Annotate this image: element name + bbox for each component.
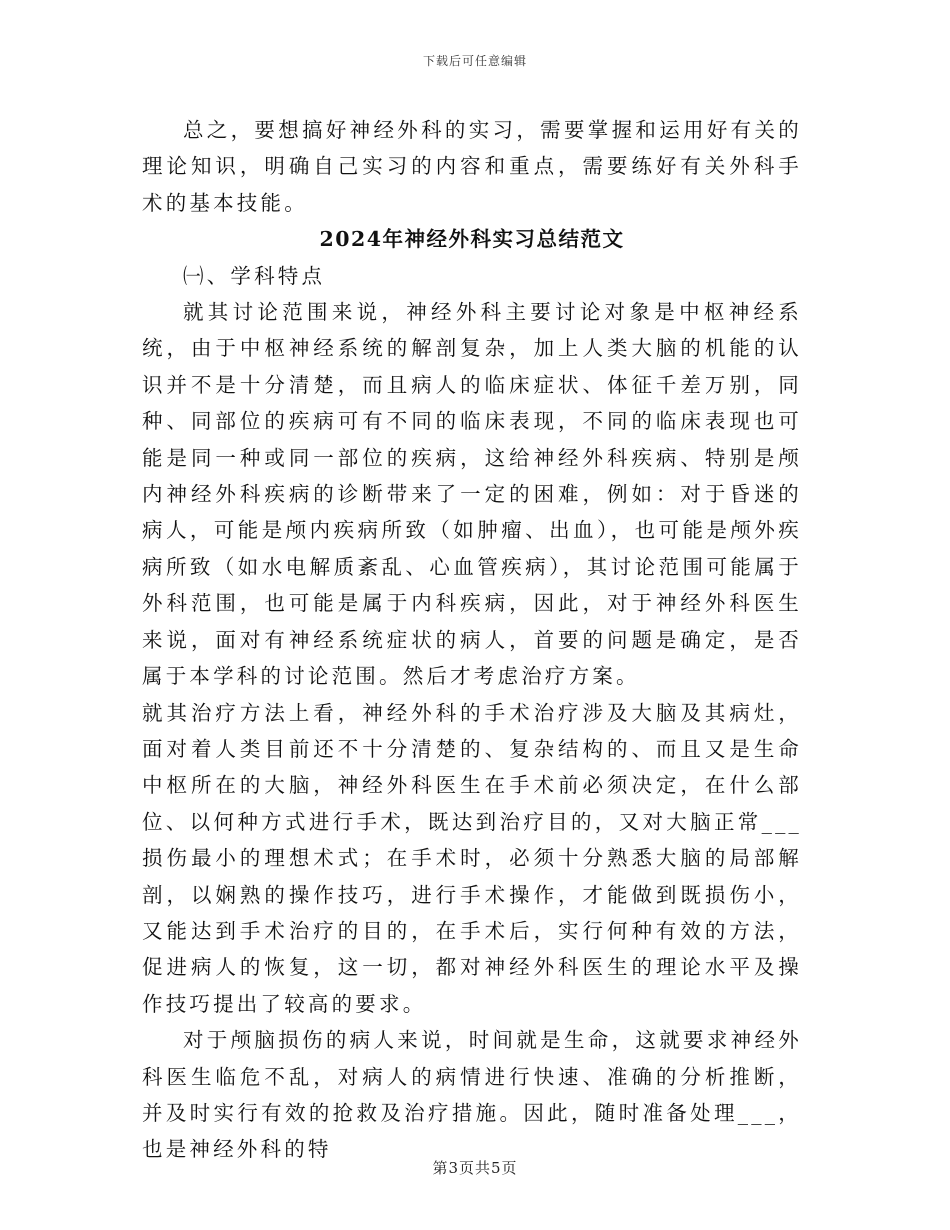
page-indicator: 第3页共5页	[432, 1159, 518, 1177]
document-title: 2024年神经外科实习总结范文	[319, 227, 625, 252]
body-paragraph-2: 就其治疗方法上看，神经外科的手术治疗涉及大脑及其病灶，面对着人类目前还不十分清楚的、复杂结构的、而且又是生命中枢所在的大脑，神经外科医生在手术前必须决定，在什么部位、以何种方式进行手术，既达到治疗目的，又对大脑正常___损伤最小的理想术式；在手术时，必须十分熟悉大脑的局部解剖，以娴熟的操作技巧，进行手术操作，才能做到既损伤小，又能达到手术治疗的目的，在手术后，实行何种有效的方法，促进病人的恢复，这一切，都对神经外科医生的理论水平及操作技巧提出了较高的要求。	[142, 700, 802, 1016]
section-heading: ㈠、学科特点	[183, 263, 326, 288]
document-body	[142, 112, 802, 1168]
intro-paragraph: 总之，要想搞好神经外科的实习，需要掌握和运用好有关的理论知识，明确自己实习的内容和重点，需要练好有关外科手术的基本技能。	[142, 118, 802, 215]
header-note: 下载后可任意编辑	[422, 54, 527, 68]
body-paragraph-1: 就其讨论范围来说，神经外科主要讨论对象是中枢神经系统，由于中枢神经系统的解剖复杂，加上人类大脑的机能的认识并不是十分清楚，而且病人的临床症状、体征千差万别，同种、同部位的疾病可有不同的临床表现，不同的临床表现也可能是同一种或同一部位的疾病，这给神经外科疾病、特别是颅内神经外科疾病的诊断带来了一定的困难，例如：对于昏迷的病人，可能是颅内疾病所致（如肿瘤、出血），也可能是颅外疾病所致（如水电解质紊乱、心血管疾病），其讨论范围可能属于外科范围，也可能是属于内科疾病，因此，对于神经外科医生来说，面对有神经系统症状的病人，首要的问题是确定，是否属于本学科的讨论范围。然后才考虑治疗方案。	[142, 300, 802, 689]
body-paragraph-3: 对于颅脑损伤的病人来说，时间就是生命，这就要求神经外科医生临危不乱，对病人的病情进行快速、准确的分析推断，并及时实行有效的抢救及治疗措施。因此，随时准备处理___，也是神经外科的特	[142, 1028, 802, 1162]
